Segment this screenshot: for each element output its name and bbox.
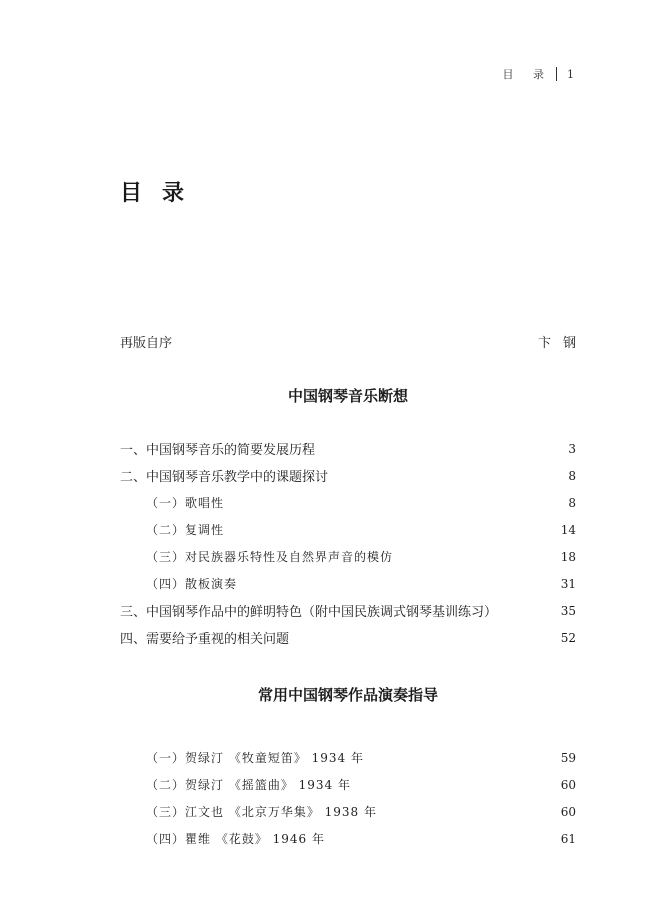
toc-entry-text: （三）对民族器乐特性及自然界声音的模仿 <box>146 550 394 564</box>
toc-entry-page: 3 <box>568 441 576 456</box>
preface-entry[interactable] <box>120 332 588 351</box>
toc-entry-page: 60 <box>560 804 576 819</box>
toc-entry-text: （一）贺绿汀 《牧童短笛》 1934 年 <box>146 751 364 765</box>
section-title: 中国钢琴音乐断想 <box>287 387 408 405</box>
toc-entry-page: 8 <box>568 468 576 483</box>
toc-list <box>120 744 576 852</box>
toc-entry[interactable] <box>120 798 576 825</box>
toc-entry[interactable] <box>120 744 576 771</box>
toc-entry[interactable] <box>120 570 576 597</box>
toc-entry-page: 18 <box>560 549 576 564</box>
toc-entry-text: （一）歌唱性 <box>146 496 225 510</box>
toc-entry-page: 52 <box>560 630 576 645</box>
toc-entry[interactable] <box>120 825 576 852</box>
toc-entry-text: （二）贺绿汀 《摇篮曲》 1934 年 <box>146 778 351 792</box>
toc-entry-page: 60 <box>560 777 576 792</box>
toc-entry-text: 一、中国钢琴音乐的简要发展历程 <box>120 443 316 458</box>
toc-entry[interactable] <box>120 543 576 570</box>
toc-entry-page: 59 <box>560 750 576 765</box>
running-header <box>503 66 575 82</box>
running-header-title: 目 录 <box>502 68 552 81</box>
toc-entry-text: （二）复调性 <box>146 523 225 537</box>
toc-section-2 <box>120 684 576 852</box>
toc-entry[interactable] <box>120 597 576 624</box>
toc-entry[interactable] <box>120 489 576 516</box>
toc-entry-text: （三）江文也 《北京万华集》 1938 年 <box>146 805 377 819</box>
toc-entry-text: 四、需要给予重视的相关问题 <box>120 632 290 647</box>
toc-entry-page: 61 <box>560 831 576 846</box>
section-title: 常用中国钢琴作品演奏指导 <box>257 686 438 704</box>
toc-entry[interactable] <box>120 462 576 489</box>
preface-author: 卞钢 <box>537 336 588 351</box>
toc-entry-page: 31 <box>560 576 576 591</box>
toc-entry-text: 三、中国钢琴作品中的鲜明特色（附中国民族调式钢琴基训练习） <box>120 605 498 620</box>
toc-entry[interactable] <box>120 624 576 651</box>
preface-label: 再版自序 <box>120 336 173 351</box>
toc-entry-page: 14 <box>560 522 576 537</box>
toc-list <box>120 435 576 651</box>
toc-entry[interactable] <box>120 516 576 543</box>
toc-entry-page: 35 <box>560 603 576 618</box>
toc-entry-text: （四）散板演奏 <box>146 577 238 591</box>
page-title: 目录 <box>120 180 205 206</box>
toc-section-1 <box>120 385 576 651</box>
toc-entry-text: （四）瞿维 《花鼓》 1946 年 <box>146 832 325 846</box>
toc-entry[interactable] <box>120 771 576 798</box>
running-header-page-number: 1 <box>567 67 574 81</box>
toc-entry-text: 二、中国钢琴音乐教学中的课题探讨 <box>120 470 329 485</box>
toc-entry[interactable] <box>120 435 576 462</box>
running-header-divider <box>556 67 557 81</box>
toc-entry-page: 8 <box>568 495 576 510</box>
